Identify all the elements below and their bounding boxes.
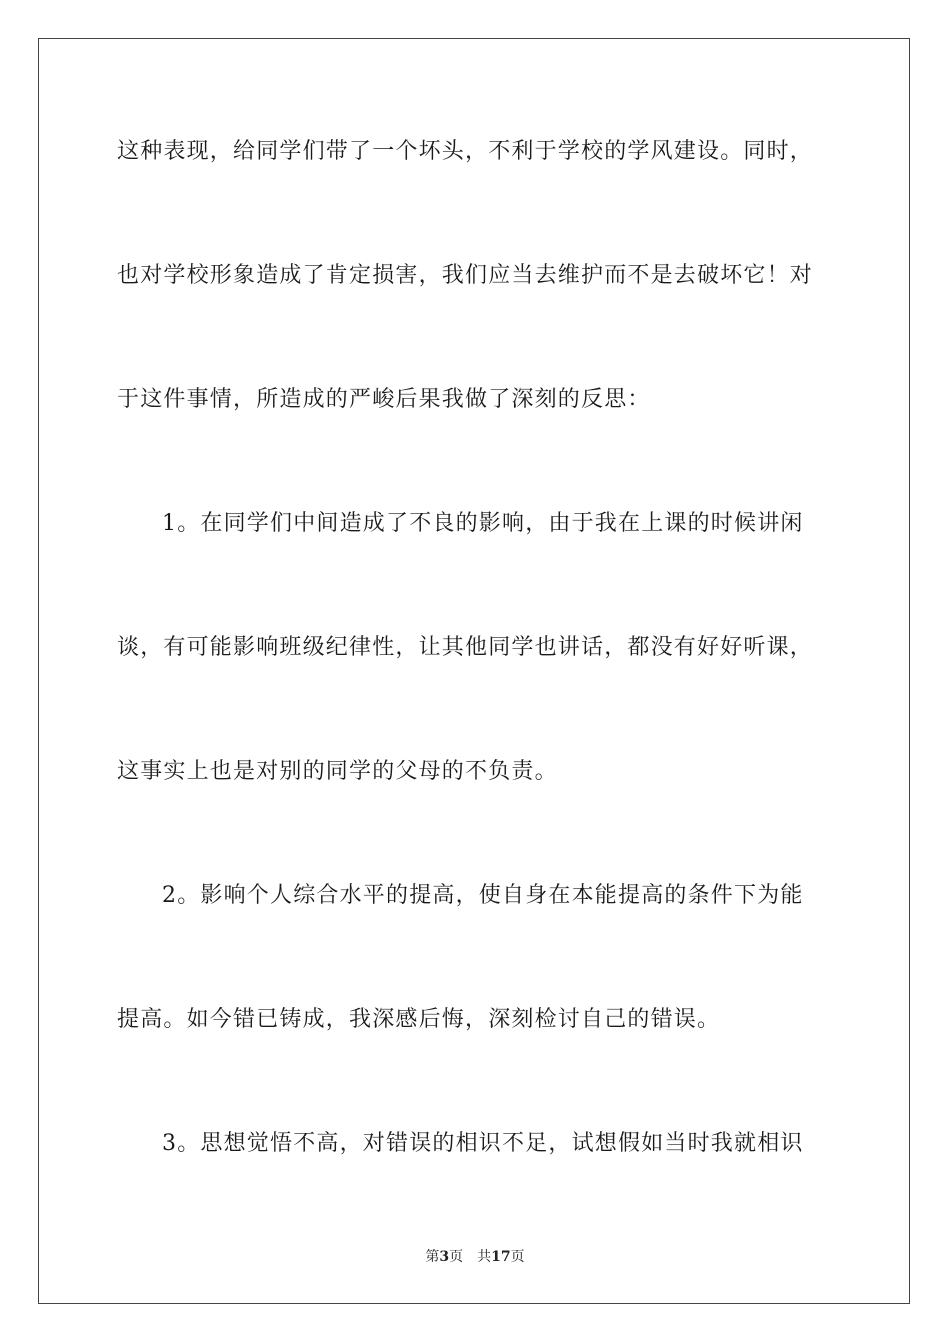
footer-page-suffix: 页 (449, 1249, 464, 1265)
footer-total-pages: 17 (491, 1249, 511, 1265)
text-line-7: 2。影响个人综合水平的提高，使自身在本能提高的条件下为能 (162, 883, 804, 908)
footer-total-prefix: 共 (477, 1249, 492, 1265)
page-footer (0, 1248, 950, 1266)
text-line-5: 谈，有可能影响班级纪律性，让其他同学也讲话，都没有好好听课， (117, 635, 814, 660)
footer-page-number: 3 (439, 1249, 450, 1265)
text-line-6: 这事实上也是对别的同学的父母的不负责。 (117, 759, 558, 784)
text-line-1: 这种表现，给同学们带了一个坏头，不利于学校的学风建设。同时， (117, 139, 814, 164)
footer-total-suffix: 页 (510, 1249, 525, 1265)
text-line-2: 也对学校形象造成了肯定损害，我们应当去维护而不是去破坏它！对 (117, 263, 814, 288)
text-line-3: 于这件事情，所造成的严峻后果我做了深刻的反思： (117, 387, 651, 412)
text-line-4: 1。在同学们中间造成了不良的影响，由于我在上课的时候讲闲 (162, 511, 804, 536)
text-line-9: 3。思想觉悟不高，对错误的相识不足，试想假如当时我就相识 (162, 1131, 804, 1156)
footer-page-prefix: 第 (425, 1249, 440, 1265)
text-line-8: 提高。如今错已铸成，我深感后悔，深刻检讨自己的错误。 (117, 1007, 721, 1032)
page-border (38, 38, 910, 1304)
